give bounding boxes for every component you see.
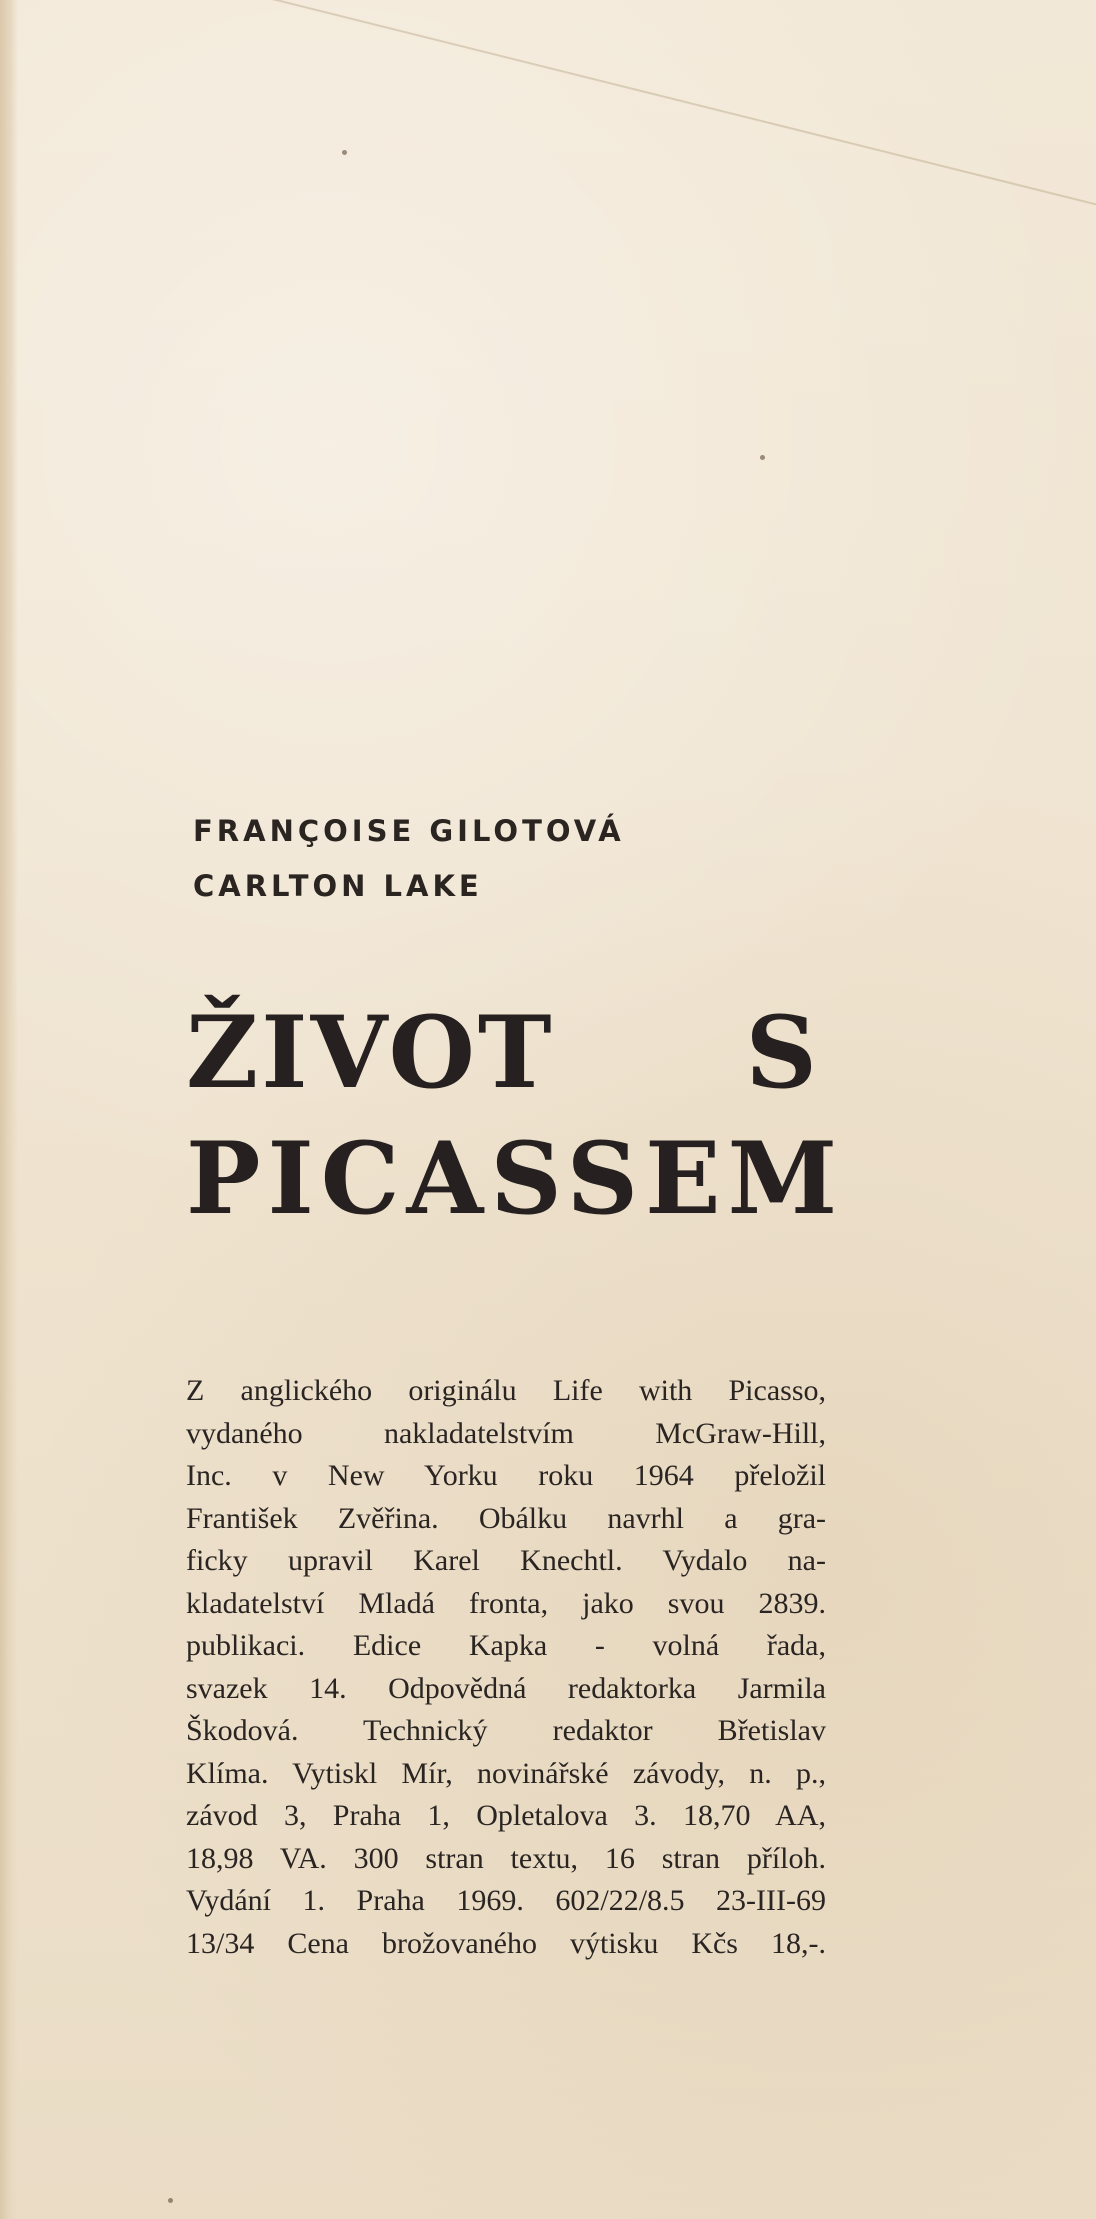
colophon-line: ficky upravil Karel Knechtl. Vydalo na-	[186, 1544, 826, 1577]
colophon-line: František Zvěřina. Obálku navrhl a gra-	[186, 1501, 826, 1535]
author-name-1: FRANÇOISE GILOTOVÁ	[193, 814, 625, 848]
colophon-line: publikaci. Edice Kapka - volná řada,	[186, 1629, 826, 1662]
colophon-line: kladatelství Mladá fronta, jako svou 2839.	[186, 1586, 826, 1620]
colophon-line: Z anglického originálu Life with Picasso,	[186, 1374, 826, 1407]
paper-speck	[342, 150, 347, 155]
title-word-zivot: ŽIVOT	[186, 995, 555, 1111]
author-name-2: CARLTON LAKE	[193, 869, 483, 903]
paper-speck	[168, 2198, 173, 2203]
paper-speck	[760, 455, 765, 460]
colophon-line: vydaného nakladatelstvím McGraw-Hill,	[186, 1416, 826, 1450]
colophon-line: Klíma. Vytiskl Mír, novinářské závody, n. p.,	[186, 1756, 826, 1790]
paper-edge-shadow	[0, 0, 18, 2219]
colophon-line: Inc. v New Yorku roku 1964 přeložil	[186, 1459, 826, 1492]
title-line-2: PICASSEM	[186, 1121, 845, 1237]
colophon-paragraph	[186, 1370, 826, 1965]
colophon-line: Škodová. Technický redaktor Břetislav	[186, 1714, 826, 1747]
colophon-line: 13/34 Cena brožovaného výtisku Kčs 18,-.	[186, 1926, 826, 1960]
paper-crease	[120, 0, 1096, 228]
book-title	[186, 990, 845, 1242]
colophon-line: Vydání 1. Praha 1969. 602/22/8.5 23-III-69	[186, 1884, 826, 1917]
title-word-s: S	[745, 995, 820, 1111]
authors-block	[193, 804, 893, 914]
colophon-line: závod 3, Praha 1, Opletalova 3. 18,70 AA,	[186, 1799, 826, 1832]
title-line-1	[186, 990, 820, 1116]
colophon-line: svazek 14. Odpovědná redaktorka Jarmila	[186, 1671, 826, 1705]
colophon-line: 18,98 VA. 300 stran textu, 16 stran příloh.	[186, 1841, 826, 1875]
